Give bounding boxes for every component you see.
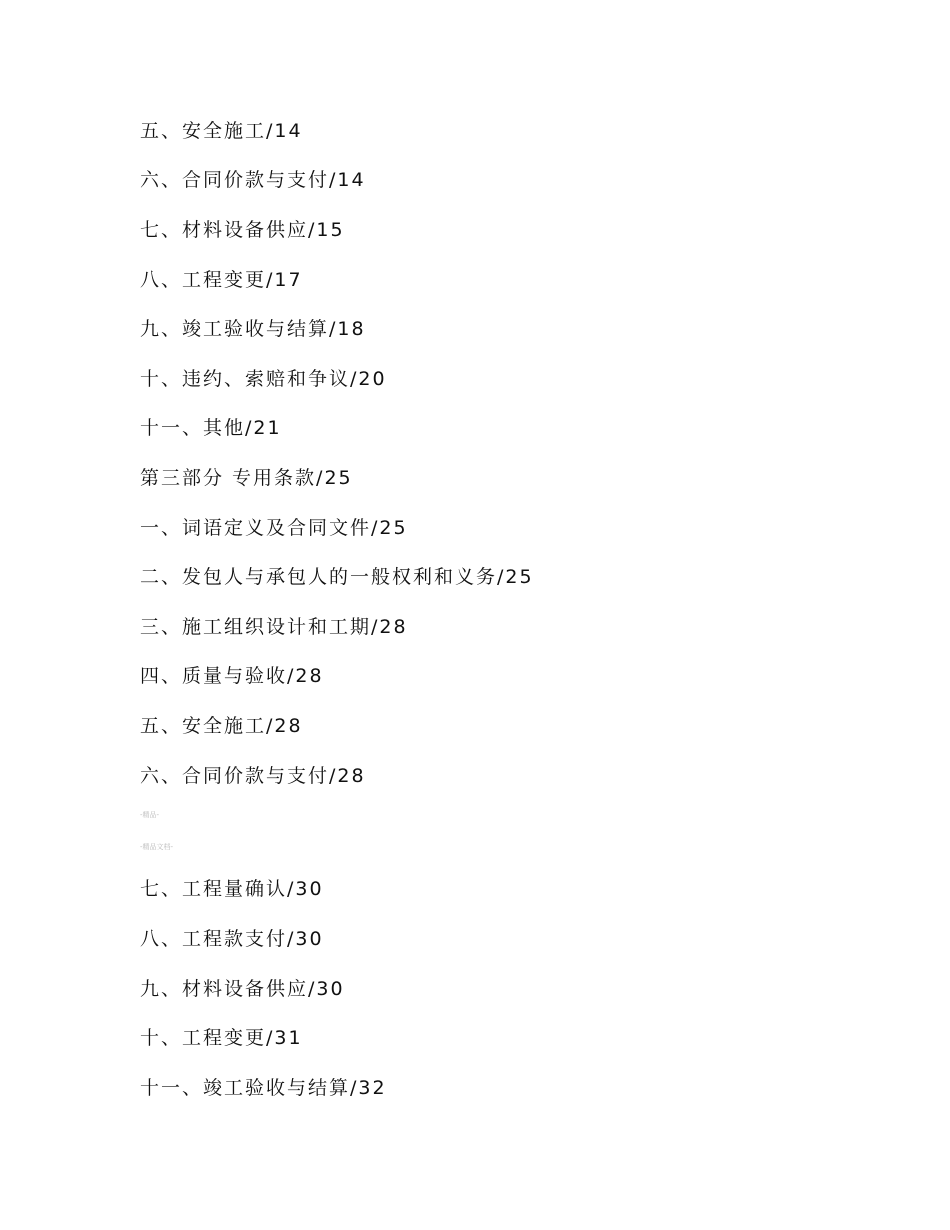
toc-entry: 六、合同价款与支付/14 — [140, 169, 366, 191]
toc-entry: 九、材料设备供应/30 — [140, 978, 345, 1000]
toc-entry: 五、安全施工/14 — [140, 120, 303, 142]
toc-entry: 十、违约、索赔和争议/20 — [140, 368, 387, 390]
toc-entry: 一、词语定义及合同文件/25 — [140, 517, 408, 539]
toc-entry: 七、材料设备供应/15 — [140, 219, 345, 241]
toc-entry: 十、工程变更/31 — [140, 1027, 303, 1049]
toc-entry: 八、工程变更/17 — [140, 269, 303, 291]
toc-entry: 六、合同价款与支付/28 — [140, 765, 366, 787]
toc-entry: 九、竣工验收与结算/18 — [140, 318, 366, 340]
toc-section-heading: 第三部分 专用条款/25 — [140, 467, 353, 489]
toc-entry: 三、施工组织设计和工期/28 — [140, 616, 408, 638]
toc-entry: 五、安全施工/28 — [140, 715, 303, 737]
toc-entry: 七、工程量确认/30 — [140, 878, 324, 900]
page-footer-mark: -精品- — [140, 811, 160, 819]
toc-entry: 四、质量与验收/28 — [140, 665, 324, 687]
toc-entry: 十一、其他/21 — [140, 417, 282, 439]
toc-entry: 二、发包人与承包人的一般权利和义务/25 — [140, 566, 534, 588]
toc-entry: 八、工程款支付/30 — [140, 928, 324, 950]
toc-entry: 十一、竣工验收与结算/32 — [140, 1077, 387, 1099]
page-header-mark: -精品文档- — [140, 843, 174, 851]
